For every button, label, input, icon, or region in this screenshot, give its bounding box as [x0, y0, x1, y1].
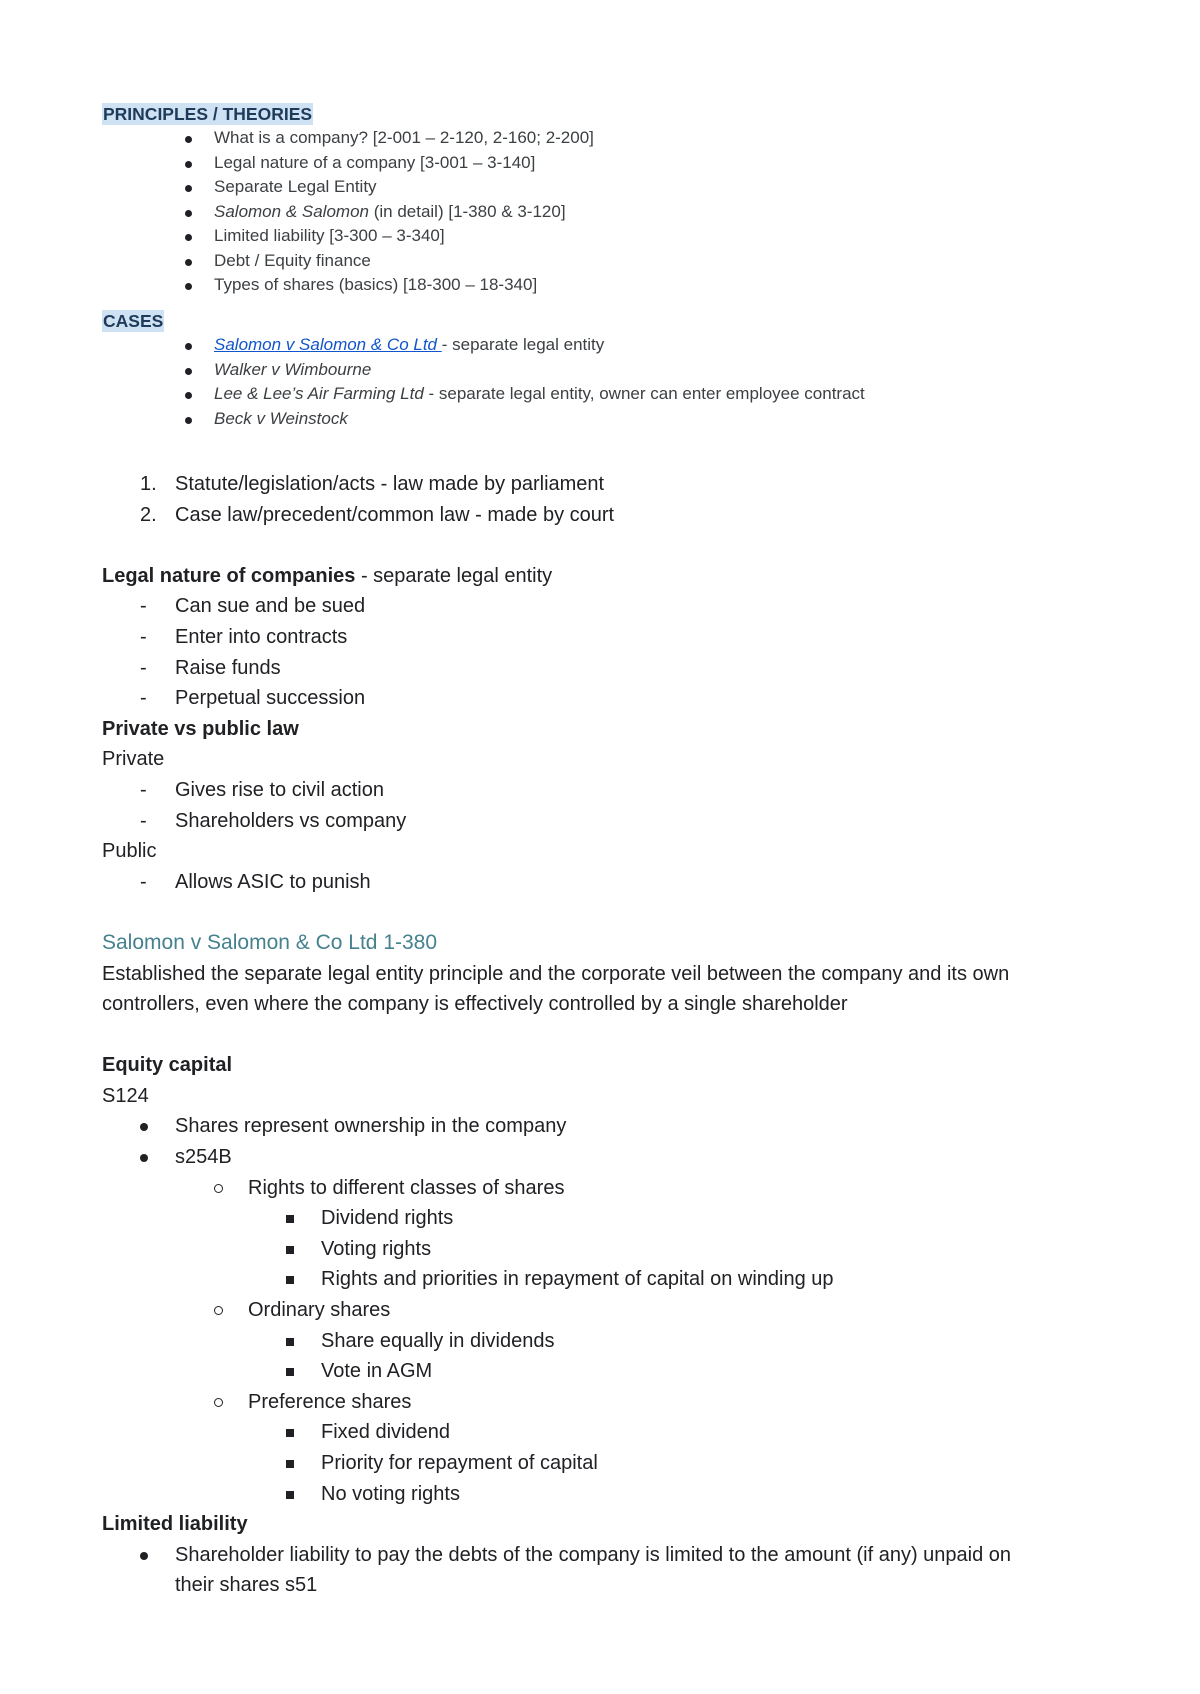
sub-bullet-item: Rights to different classes of shares: [0, 1173, 1200, 1204]
sub-sub-bullet-item: Rights and priorities in repayment of capital on winding up: [0, 1264, 1200, 1295]
cases-heading: CASES: [103, 311, 164, 331]
numbered-item: 1. Statute/legislation/acts - law made by parliament: [140, 473, 605, 495]
bullet-item-continuation: their shares s51: [175, 1574, 318, 1597]
bullet-icon: [185, 136, 192, 143]
list-item: Limited liability [3-300 – 3-340]: [0, 224, 1200, 249]
bullet-icon: [185, 368, 192, 375]
list-item: Separate Legal Entity: [0, 175, 1200, 200]
square-bullet-icon: [286, 1460, 294, 1468]
bullet-icon: [140, 1123, 148, 1131]
salomon-heading: Salomon v Salomon & Co Ltd 1-380: [102, 930, 438, 954]
bullet-icon: [185, 392, 192, 399]
equity-heading: Equity capital: [102, 1054, 233, 1077]
cases-section: [0, 309, 1200, 431]
square-bullet-icon: [286, 1491, 294, 1499]
bullet-icon: [185, 185, 192, 192]
list-item: Walker v Wimbourne: [0, 358, 1200, 383]
case-link-salomon[interactable]: Salomon v Salomon & Co Ltd: [214, 335, 442, 354]
sub-sub-bullet-item: Fixed dividend: [0, 1417, 1200, 1448]
sub-sub-bullet-item: Voting rights: [0, 1234, 1200, 1265]
dash-item: - Allows ASIC to punish: [140, 870, 371, 893]
dash-item: - Gives rise to civil action: [140, 778, 384, 801]
dash-item: - Raise funds: [140, 656, 281, 679]
sub-sub-bullet-item: No voting rights: [0, 1479, 1200, 1510]
sub-sub-bullet-item: Dividend rights: [0, 1203, 1200, 1234]
square-bullet-icon: [286, 1276, 294, 1284]
spacer: [0, 1020, 1200, 1051]
square-bullet-icon: [286, 1368, 294, 1376]
bullet-icon: [185, 259, 192, 266]
dash-item: - Enter into contracts: [140, 625, 348, 648]
list-item: What is a company? [2-001 – 2-120, 2-160; 2-200]: [0, 126, 1200, 151]
bullet-icon: [140, 1552, 148, 1560]
sub-sub-bullet-item: Priority for repayment of capital: [0, 1448, 1200, 1479]
circle-bullet-icon: [214, 1398, 223, 1407]
list-item: Beck v Weinstock: [0, 407, 1200, 432]
equity-section-ref: S124: [102, 1084, 149, 1107]
square-bullet-icon: [286, 1429, 294, 1437]
bullet-icon: [140, 1154, 148, 1162]
list-item: Salomon & Salomon (in detail) [1-380 & 3-120]: [0, 200, 1200, 225]
dash-item: - Shareholders vs company: [140, 809, 407, 832]
bullet-icon: [185, 210, 192, 217]
bullet-icon: [185, 161, 192, 168]
private-public-heading: Private vs public law: [102, 717, 299, 740]
list-item: Legal nature of a company [3-001 – 3-140]: [0, 151, 1200, 176]
limited-liability-heading: Limited liability: [102, 1513, 248, 1536]
numbered-item: 2. Case law/precedent/common law - made by court: [140, 503, 615, 526]
bullet-icon: [185, 343, 192, 350]
body-section: [0, 469, 1200, 1601]
bullet-icon: [185, 283, 192, 290]
bullet-item: Shares represent ownership in the company: [0, 1111, 1200, 1142]
sub-bullet-item: Ordinary shares: [0, 1295, 1200, 1326]
square-bullet-icon: [286, 1246, 294, 1254]
private-label: Private: [102, 748, 165, 771]
bullet-item: Shareholder liability to pay the debts of the company is limited to the amount (if any) unpaid on: [0, 1540, 1200, 1571]
spacer: [0, 897, 1200, 928]
salomon-text-line: Established the separate legal entity principle and the corporate veil between the company and its own: [102, 962, 1010, 985]
list-item: Salomon v Salomon & Co Ltd - separate legal entity: [0, 333, 1200, 358]
square-bullet-icon: [286, 1215, 294, 1223]
salomon-text-line: controllers, even where the company is effectively controlled by a single shareholder: [102, 993, 848, 1016]
principles-heading: PRINCIPLES / THEORIES: [103, 104, 313, 124]
sub-sub-bullet-item: Vote in AGM: [0, 1356, 1200, 1387]
sub-bullet-item: Preference shares: [0, 1387, 1200, 1418]
legal-nature-heading: Legal nature of companies - separate legal entity: [102, 564, 553, 587]
list-item: Types of shares (basics) [18-300 – 18-340]: [0, 273, 1200, 298]
bullet-icon: [185, 417, 192, 424]
dash-item: - Perpetual succession: [140, 687, 366, 710]
public-label: Public: [102, 840, 157, 863]
dash-item: - Can sue and be sued: [140, 595, 366, 618]
circle-bullet-icon: [214, 1184, 223, 1193]
principles-list: [0, 126, 1200, 298]
list-item: Lee & Lee’s Air Farming Ltd - separate legal entity, owner can enter employee contract: [0, 382, 1200, 407]
circle-bullet-icon: [214, 1306, 223, 1315]
bullet-icon: [185, 234, 192, 241]
square-bullet-icon: [286, 1338, 294, 1346]
list-item: Debt / Equity finance: [0, 249, 1200, 274]
cases-list: [0, 333, 1200, 431]
sub-sub-bullet-item: Share equally in dividends: [0, 1326, 1200, 1357]
principles-section: [0, 102, 1200, 298]
bullet-item: s254B: [0, 1142, 1200, 1173]
spacer: [0, 530, 1200, 561]
